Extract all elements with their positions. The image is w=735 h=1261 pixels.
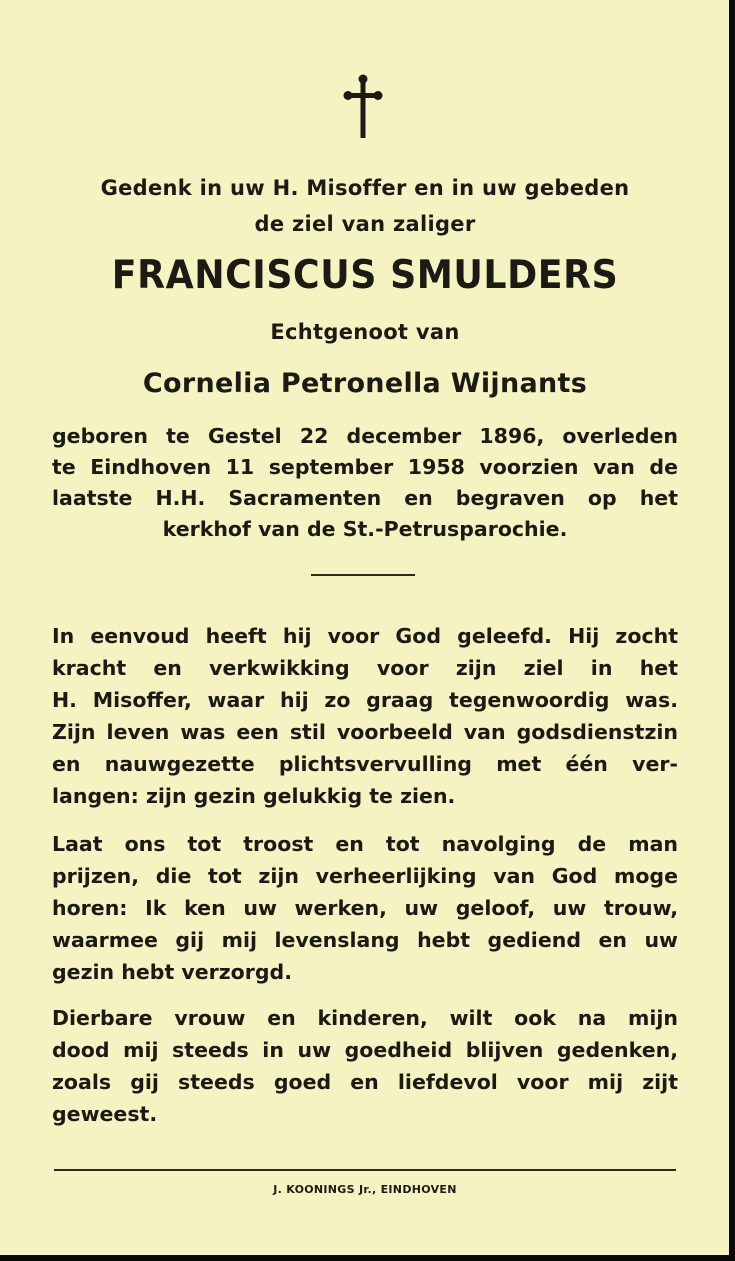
paragraph-2-line: horen: Ik ken uw werken, uw geloof, uw trouw, — [52, 896, 678, 920]
paragraph-2-line: waarmee gij mij levenslang hebt gediend en uw — [52, 928, 678, 952]
paragraph-1-line: Zijn leven was een stil voorbeeld van godsdienstzin — [52, 720, 678, 744]
paragraph-2-line: prijzen, die tot zijn verheerlijking van God moge — [52, 864, 678, 888]
paragraph-1-line: In eenvoud heeft hij voor God geleefd. Hij zocht — [52, 624, 678, 648]
printer-credit: J. KOONINGS Jr., EINDHOVEN — [273, 1183, 457, 1196]
paragraph-3 — [52, 1002, 678, 1130]
intro-line-1: Gedenk in uw H. Misoffer en in uw gebeden — [100, 176, 630, 200]
paragraph-3-line: zoals gij steeds goed en liefdevol voor mij zijt — [52, 1070, 678, 1094]
paragraph-1-line: langen: zijn gezin gelukkig te zien. — [52, 784, 456, 808]
bio-line-1: geboren te Gestel 22 december 1896, overleden — [52, 424, 678, 448]
bottom-divider — [54, 1169, 676, 1171]
paragraph-2-line: Laat ons tot troost en tot navolging de man — [52, 832, 678, 856]
paragraph-1-line: kracht en verkwikking voor zijn ziel in het — [52, 656, 678, 680]
paragraph-3-line: Dierbare vrouw en kinderen, wilt ook na mijn — [52, 1006, 678, 1030]
paragraph-2-line: gezin hebt verzorgd. — [52, 960, 293, 984]
paragraph-1-line: en nauwgezette plichtsvervulling met één ver- — [52, 752, 678, 776]
paragraph-1 — [52, 620, 678, 812]
paragraph-3-line: geweest. — [52, 1102, 158, 1126]
intro-line-2: de ziel van zaliger — [254, 212, 476, 236]
paragraph-1-line: H. Misoffer, waar hij zo graag tegenwoordig was. — [52, 688, 678, 712]
cross-icon — [343, 74, 383, 140]
spouse-name: Cornelia Petronella Wijnants — [142, 368, 588, 399]
paragraph-2 — [52, 828, 678, 988]
bio-line-4: kerkhof van de St.-Petrusparochie. — [162, 517, 568, 541]
bio-line-3: laatste H.H. Sacramenten en begraven op het — [52, 486, 678, 510]
paragraph-3-line: dood mij steeds in uw goedheid blijven gedenken, — [52, 1038, 678, 1062]
short-divider — [311, 574, 415, 576]
spouse-label: Echtgenoot van — [270, 320, 460, 344]
bio-line-2: te Eindhoven 11 september 1958 voorzien van de — [52, 455, 678, 479]
deceased-name: FRANCISCUS SMULDERS — [111, 253, 619, 298]
